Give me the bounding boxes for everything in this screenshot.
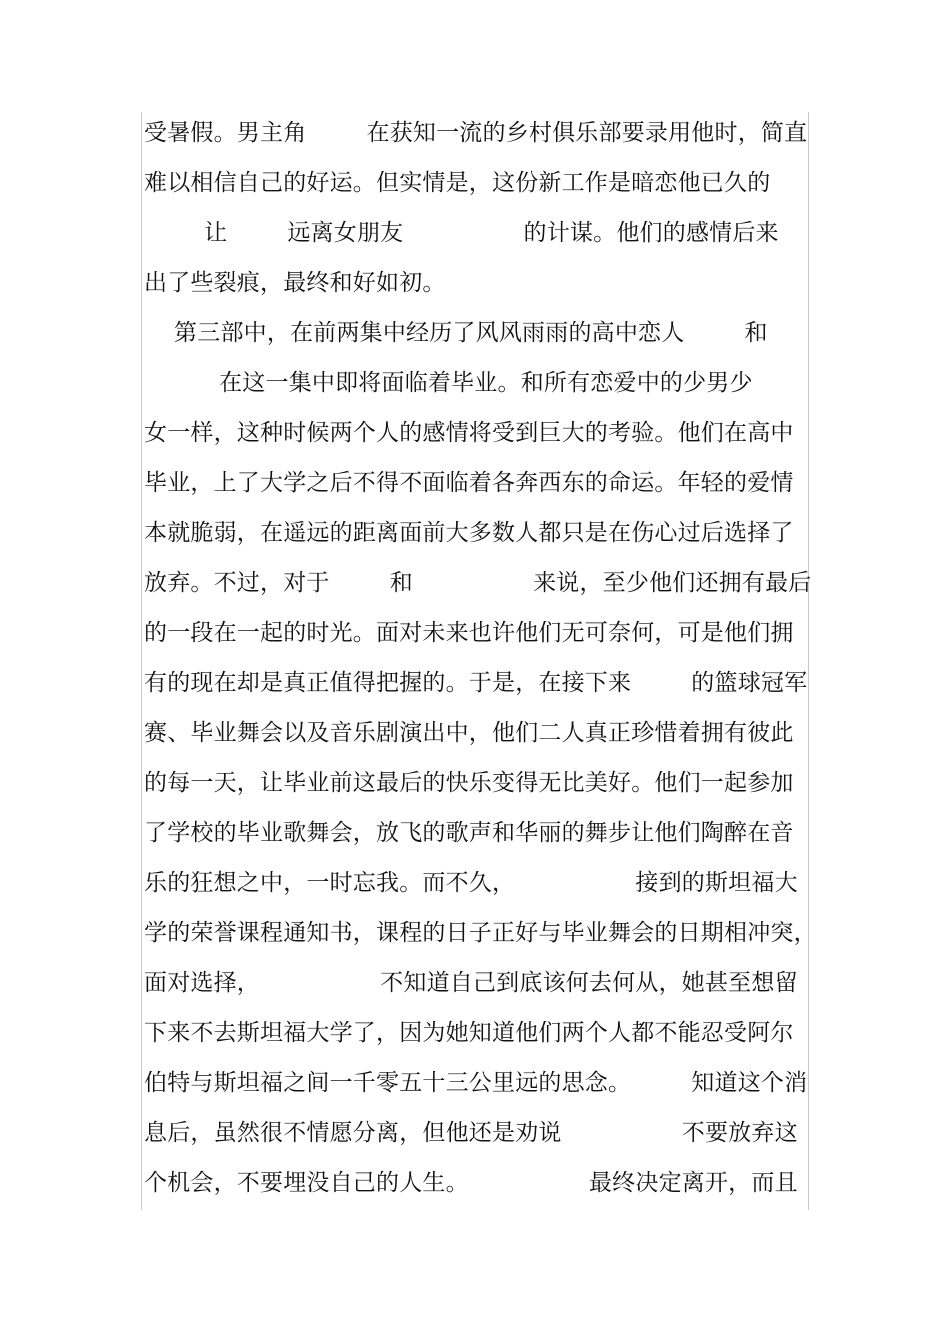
text-line: 毕业，上了大学之后不得不面临着各奔西东的命运。年轻的爱情	[144, 470, 794, 496]
text-line: 的每一天，让毕业前这最后的快乐变得无比美好。他们一起参加	[144, 770, 794, 796]
text-line: 乐的狂想之中，一时忘我。而不久， 接到的斯坦福大	[144, 870, 798, 896]
text-line: 有的现在却是真正值得把握的。于是，在接下来 的篮球冠军	[144, 670, 808, 696]
text-line: 女一样，这种时候两个人的感情将受到巨大的考验。他们在高中	[144, 420, 794, 446]
text-line: 息后，虽然很不情愿分离，但他还是劝说 不要放弃这	[144, 1120, 798, 1146]
document-body	[144, 108, 817, 1208]
text-line: 出了些裂痕，最终和好如初。	[144, 270, 446, 296]
text-line: 伯特与斯坦福之间一千零五十三公里远的思念。 知道这个消	[144, 1070, 808, 1096]
text-line: 受暑假。男主角 在获知一流的乡村俱乐部要录用他时，简直	[144, 120, 808, 146]
text-line: 在这一集中即将面临着毕业。和所有恋爱中的少男少	[144, 370, 753, 396]
text-line: 的一段在一起的时光。面对未来也许他们无可奈何，可是他们拥	[144, 620, 794, 646]
text-line: 了学校的毕业歌舞会，放飞的歌声和华丽的舞步让他们陶醉在音	[144, 820, 794, 846]
text-line: 第三部中，在前两集中经历了风风雨雨的高中恋人 和	[144, 320, 768, 346]
text-line: 学的荣誉课程通知书，课程的日子正好与毕业舞会的日期相冲突，	[144, 920, 817, 946]
text-line: 放弃。不过，对于 和 来说，至少他们还拥有最后	[144, 570, 812, 596]
text-line: 本就脆弱，在遥远的距离面前大多数人都只是在伤心过后选择了	[144, 520, 794, 546]
text-line: 面对选择， 不知道自己到底该何去何从，她甚至想留	[144, 970, 798, 996]
text-line: 赛、毕业舞会以及音乐剧演出中，他们二人真正珍惜着拥有彼此	[144, 720, 794, 746]
text-line: 让 远离女朋友 的计谋。他们的感情后来	[144, 220, 779, 246]
text-line: 难以相信自己的好运。但实情是，这份新工作是暗恋他已久的	[144, 170, 771, 196]
text-line: 下来不去斯坦福大学了，因为她知道他们两个人都不能忍受阿尔	[144, 1020, 794, 1046]
left-border-line	[141, 112, 142, 1210]
text-line: 个机会，不要埋没自己的人生。 最终决定离开，而且	[144, 1170, 798, 1196]
